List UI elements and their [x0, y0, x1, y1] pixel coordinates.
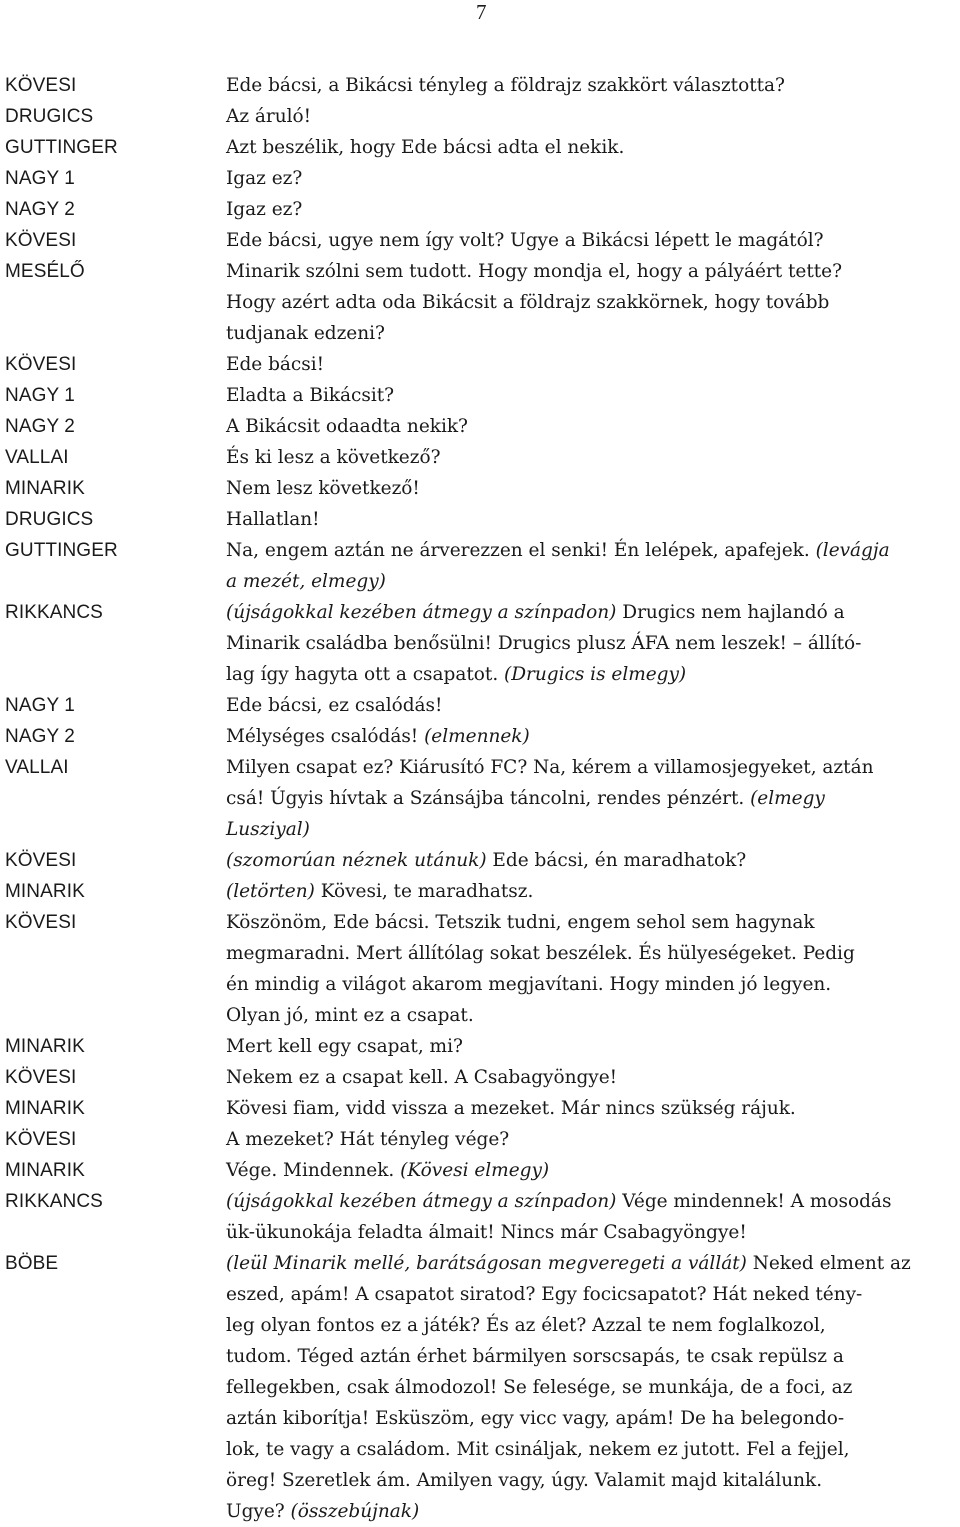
script-line [0, 132, 960, 163]
speaker-name: RIKKANCS [5, 1191, 103, 1212]
dialogue-fragment: Igaz ez? [226, 168, 303, 189]
dialogue-fragment: Drugics nem hajlandó a [616, 602, 845, 623]
dialogue-text [226, 938, 960, 969]
dialogue-fragment: Vége mindennek! A mosodás [616, 1191, 892, 1212]
speaker-name: KÖVESI [5, 912, 77, 933]
script-line [0, 70, 960, 101]
script-line [0, 1062, 960, 1093]
dialogue-text [226, 256, 960, 287]
speaker-name: NAGY 1 [5, 168, 75, 189]
dialogue-fragment: öreg! Szeretlek ám. Amilyen vagy, úgy. Valamit majd kitalálunk. [226, 1470, 823, 1491]
script-line [0, 163, 960, 194]
dialogue-text [226, 1217, 960, 1248]
dialogue-fragment: Mélységes csalódás! [226, 726, 425, 747]
stage-direction: (szomorúan néznek utánuk) [226, 850, 487, 871]
dialogue-fragment: Minarik szólni sem tudott. Hogy mondja el, hogy a pályáért tette? [226, 261, 842, 282]
dialogue-text [226, 101, 960, 132]
script-line [0, 1248, 960, 1279]
stage-direction: (Drugics is elmegy) [504, 664, 687, 685]
speaker-name: NAGY 1 [5, 695, 75, 716]
stage-direction: (Kövesi elmegy) [400, 1160, 550, 1181]
speaker-name: VALLAI [5, 757, 69, 778]
dialogue-text [226, 1093, 960, 1124]
stage-direction: (elmennek) [424, 726, 530, 747]
dialogue-text [226, 1000, 960, 1031]
dialogue-text [226, 411, 960, 442]
speaker-name: NAGY 1 [5, 385, 75, 406]
dialogue-text [226, 70, 960, 101]
speaker-name: NAGY 2 [5, 416, 75, 437]
dialogue-text [226, 1310, 960, 1341]
dialogue-text [226, 876, 960, 907]
dialogue-fragment: Ugye? [226, 1501, 291, 1522]
dialogue-fragment: És ki lesz a következő? [226, 447, 441, 468]
speaker-name: DRUGICS [5, 106, 94, 127]
script-line [0, 876, 960, 907]
script-line [0, 938, 960, 969]
dialogue-text [226, 442, 960, 473]
speaker-name: MESÉLŐ [5, 261, 85, 282]
script-line [0, 411, 960, 442]
dialogue-fragment: Hogy azért adta oda Bikácsit a földrajz szakkörnek, hogy tovább [226, 292, 830, 313]
dialogue-text [226, 845, 960, 876]
dialogue-fragment: Kövesi, te maradhatsz. [314, 881, 534, 902]
dialogue-fragment: Vége. Mindennek. [226, 1160, 401, 1181]
dialogue-text [226, 566, 960, 597]
speaker-name: MINARIK [5, 478, 85, 499]
dialogue-text [226, 163, 960, 194]
dialogue-fragment: ük-ükunokája feladta álmait! Nincs már Csabagyöngye! [226, 1222, 747, 1243]
dialogue-fragment: aztán kiborítja! Esküszöm, egy vicc vagy, apám! De ha belegondo- [226, 1408, 845, 1429]
script-line [0, 194, 960, 225]
dialogue-text [226, 1279, 960, 1310]
speaker-name: BÖBE [5, 1253, 59, 1274]
dialogue-text [226, 1465, 960, 1496]
dialogue-text [226, 473, 960, 504]
script-line [0, 1372, 960, 1403]
script-line [0, 101, 960, 132]
dialogue-text [226, 1186, 960, 1217]
dialogue-text [226, 1062, 960, 1093]
dialogue-text [226, 380, 960, 411]
stage-direction: (letörten) [226, 881, 315, 902]
script-line [0, 721, 960, 752]
dialogue-text [226, 349, 960, 380]
speaker-name: NAGY 2 [5, 199, 75, 220]
dialogue-text [226, 225, 960, 256]
dialogue-fragment: Na, engem aztán ne árverezzen el senki! Én lelépek, apafejek. [226, 540, 816, 561]
script-line [0, 473, 960, 504]
script-line [0, 659, 960, 690]
dialogue-fragment: Neked elment az [746, 1253, 911, 1274]
script-line [0, 1403, 960, 1434]
dialogue-text [226, 690, 960, 721]
script-line [0, 1124, 960, 1155]
dialogue-fragment: Az áruló! [226, 106, 312, 127]
dialogue-fragment: A mezeket? Hát tényleg vége? [226, 1129, 510, 1150]
dialogue-fragment: Nekem ez a csapat kell. A Csabagyöngye! [226, 1067, 618, 1088]
stage-direction: (újságokkal kezében átmegy a színpadon) [226, 1191, 617, 1212]
speaker-name: RIKKANCS [5, 602, 103, 623]
dialogue-fragment: Hallatlan! [226, 509, 320, 530]
script-line [0, 1496, 960, 1527]
script-line [0, 287, 960, 318]
speaker-name: MINARIK [5, 1160, 85, 1181]
dialogue-text [226, 907, 960, 938]
dialogue-fragment: megmaradni. Mert állítólag sokat beszélek. És hülyeségeket. Pedig [226, 943, 855, 964]
script-line [0, 1217, 960, 1248]
dialogue-fragment: Igaz ez? [226, 199, 303, 220]
script-line [0, 1341, 960, 1372]
script-line [0, 752, 960, 783]
dialogue-text [226, 194, 960, 225]
dialogue-text [226, 628, 960, 659]
dialogue-fragment: fellegekben, csak álmodozol! Se felesége, se munkája, de a foci, az [226, 1377, 853, 1398]
script-line [0, 1155, 960, 1186]
speaker-name: KÖVESI [5, 354, 77, 375]
dialogue-fragment: Kövesi fiam, vidd vissza a mezeket. Már nincs szükség rájuk. [226, 1098, 796, 1119]
dialogue-text [226, 1248, 960, 1279]
speaker-name: KÖVESI [5, 850, 77, 871]
dialogue-fragment: lag így hagyta ott a csapatot. [226, 664, 505, 685]
dialogue-fragment: csá! Úgyis hívtak a Szánsájba táncolni, rendes pénzért. [226, 788, 751, 809]
dialogue-text [226, 132, 960, 163]
script-line [0, 1186, 960, 1217]
dialogue-text [226, 504, 960, 535]
speaker-name: GUTTINGER [5, 540, 118, 561]
script-body [0, 70, 960, 1527]
script-line [0, 597, 960, 628]
dialogue-fragment: tudom. Téged aztán érhet bármilyen sorscsapás, te csak repülsz a [226, 1346, 844, 1367]
speaker-name: KÖVESI [5, 230, 77, 251]
dialogue-fragment: eszed, apám! A csapatot siratod? Egy focicsapatot? Hát neked tény- [226, 1284, 863, 1305]
script-line [0, 380, 960, 411]
dialogue-text [226, 1403, 960, 1434]
script-line [0, 256, 960, 287]
dialogue-fragment: Eladta a Bikácsit? [226, 385, 395, 406]
script-line [0, 566, 960, 597]
script-line [0, 1031, 960, 1062]
script-line [0, 1465, 960, 1496]
dialogue-fragment: Nem lesz következő! [226, 478, 420, 499]
speaker-name: MINARIK [5, 1036, 85, 1057]
dialogue-text [226, 1434, 960, 1465]
script-line [0, 969, 960, 1000]
dialogue-fragment: tudjanak edzeni? [226, 323, 385, 344]
stage-direction: (elmegy [750, 788, 825, 809]
speaker-name: DRUGICS [5, 509, 94, 530]
script-line [0, 504, 960, 535]
dialogue-text [226, 969, 960, 1000]
dialogue-text [226, 752, 960, 783]
stage-direction: Lusziyal) [226, 819, 310, 840]
dialogue-text [226, 659, 960, 690]
dialogue-fragment: Minarik családba benősülni! Drugics plusz ÁFA nem leszek! – állító- [226, 633, 862, 654]
dialogue-text [226, 287, 960, 318]
dialogue-fragment: Azt beszélik, hogy Ede bácsi adta el nekik. [226, 137, 625, 158]
speaker-name: KÖVESI [5, 75, 77, 96]
stage-direction: (újságokkal kezében átmegy a színpadon) [226, 602, 617, 623]
stage-direction: a mezét, elmegy) [226, 571, 386, 592]
dialogue-fragment: A Bikácsit odaadta nekik? [226, 416, 468, 437]
script-line [0, 1434, 960, 1465]
script-line [0, 1310, 960, 1341]
stage-direction: (összebújnak) [290, 1501, 420, 1522]
page-number: 7 [476, 0, 487, 24]
script-line [0, 1093, 960, 1124]
dialogue-text [226, 1496, 960, 1527]
dialogue-text [226, 597, 960, 628]
dialogue-text [226, 318, 960, 349]
dialogue-fragment: lok, te vagy a családom. Mit csináljak, nekem ez jutott. Fel a fejjel, [226, 1439, 850, 1460]
script-line [0, 349, 960, 380]
stage-direction: (leül Minarik mellé, barátságosan megveregeti a vállát) [226, 1253, 747, 1274]
dialogue-fragment: Köszönöm, Ede bácsi. Tetszik tudni, engem sehol sem hagynak [226, 912, 815, 933]
dialogue-text [226, 535, 960, 566]
dialogue-text [226, 814, 960, 845]
script-line [0, 907, 960, 938]
script-line [0, 535, 960, 566]
speaker-name: KÖVESI [5, 1067, 77, 1088]
dialogue-fragment: Milyen csapat ez? Kiárusító FC? Na, kérem a villamosjegyeket, aztán [226, 757, 874, 778]
dialogue-text [226, 783, 960, 814]
speaker-name: MINARIK [5, 881, 85, 902]
speaker-name: VALLAI [5, 447, 69, 468]
script-line [0, 628, 960, 659]
speaker-name: KÖVESI [5, 1129, 77, 1150]
speaker-name: MINARIK [5, 1098, 85, 1119]
script-line [0, 690, 960, 721]
dialogue-text [226, 1341, 960, 1372]
script-line [0, 814, 960, 845]
speaker-name: GUTTINGER [5, 137, 118, 158]
script-line [0, 1279, 960, 1310]
script-line [0, 845, 960, 876]
dialogue-fragment: Olyan jó, mint ez a csapat. [226, 1005, 474, 1026]
dialogue-fragment: Ede bácsi! [226, 354, 325, 375]
dialogue-fragment: Mert kell egy csapat, mi? [226, 1036, 463, 1057]
dialogue-fragment: én mindig a világot akarom megjavítani. Hogy minden jó legyen. [226, 974, 832, 995]
script-line [0, 318, 960, 349]
dialogue-fragment: Ede bácsi, a Bikácsi tényleg a földrajz szakkört választotta? [226, 75, 785, 96]
script-line [0, 225, 960, 256]
dialogue-fragment: Ede bácsi, ugye nem így volt? Ugye a Bikácsi lépett le magától? [226, 230, 824, 251]
script-line [0, 783, 960, 814]
dialogue-text [226, 1372, 960, 1403]
dialogue-fragment: leg olyan fontos ez a játék? És az élet? Azzal te nem foglalkozol, [226, 1315, 826, 1336]
dialogue-fragment: Ede bácsi, ez csalódás! [226, 695, 443, 716]
dialogue-text [226, 1155, 960, 1186]
script-line [0, 1000, 960, 1031]
dialogue-text [226, 1124, 960, 1155]
stage-direction: (levágja [815, 540, 890, 561]
script-line [0, 442, 960, 473]
dialogue-text [226, 1031, 960, 1062]
dialogue-text [226, 721, 960, 752]
dialogue-fragment: Ede bácsi, én maradhatok? [486, 850, 747, 871]
speaker-name: NAGY 2 [5, 726, 75, 747]
